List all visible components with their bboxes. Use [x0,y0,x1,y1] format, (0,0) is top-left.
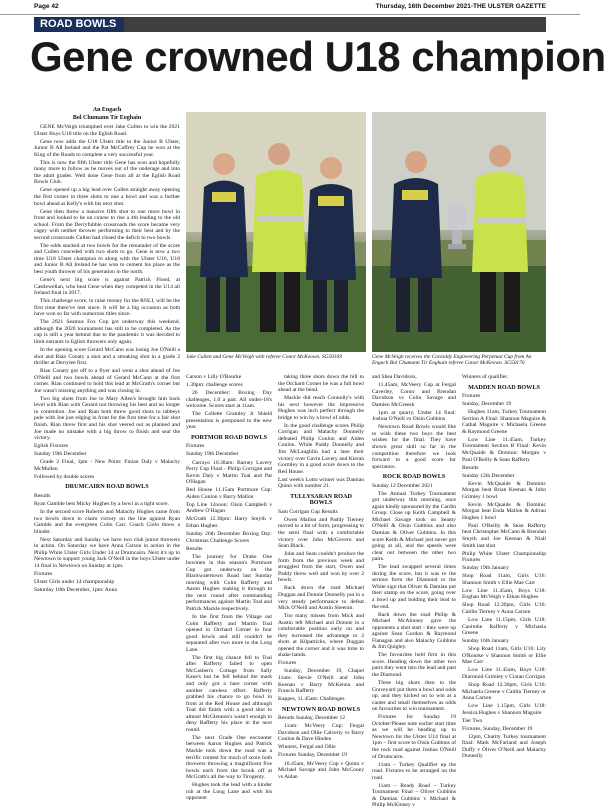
column-paragraph: In the first from the Village out Colm Rafferty and Martin Toal opened in Orchard Corner in four good bowls and still couldn't be separated after two more to the Long Lane. [186,614,272,653]
column-subhead: TULLYSARAN ROAD BOWLS [290,492,352,507]
column-paragraph: 11am: McVeery Cup: Fergal Davidson and Ollie Calverty vs Barry Conlon & Dave Hinden [278,723,364,743]
column-paragraph: Sunday 26th December Boxing Day: Christmas Challenge Scores [186,530,272,544]
column-paragraph: Sunday 19th January [462,565,509,572]
column-paragraph: 1pm at quarry, Under 14 final: Joshua O'Neill vs Oisin Gubbins [372,409,456,423]
column-paragraph: Fixtures, Sunday, December 19 [462,725,533,732]
column-subhead: MADDEN ROAD BOWLS [468,383,540,391]
column-paragraph: This challenge score, to raise money for the RNLI, will be the first time there've met since. It will be a big occasion as both have won so far with numerous titles since. [34,298,180,318]
section-band [34,17,546,32]
column-paragraph: Paul O'Reilly & Sean Rafferty beat Christopher McCann & Brendan Smyth and Joe Keenan & Niall Smith last shot [462,522,546,549]
column-paragraph: 11am – Turkey Qualifier up the road. Fixtures to be arranged on the road. [372,761,456,781]
column-paragraph: Shop Road 12.30pm, Girls U16: Michaela Greene v Caitlin Tierney or Anna Carson [462,681,546,702]
column-paragraph: Results [186,545,203,552]
column-paragraph: Gene opened up a big lead over Cullen straight away opening the first corner in three shots to one a bowl and was a further bowl ahead at Kelly's with his next shot. [34,187,180,207]
column-paragraph: McGrath 12.30pm: Harry Smyth v Ethan Hughes [186,516,272,529]
column-paragraph: Mackle did reach Connolly's with his next however the impressive Hughes was inch perfect through the bridge to win by a bowl of odds. [278,395,364,421]
column-paragraph: Newtown Road Bowls would like to wish these two boys the best wishes for the final. They have shown great skill so far in the competition therefore we look forward to a good score for spectators. [372,424,456,470]
column-paragraph: Followed by double scores [34,473,95,480]
column-paragraph: Low Line 11.15pm, Girls U18: Caoimhe Rafferty v Michaela Greene [462,617,546,637]
column-paragraph: Winners, Fergal and Ollie [278,744,336,751]
column-paragraph: Hughes took the lead with a kinder rub at the Long Lane and with his opponent [186,782,272,802]
article-column-2 [186,374,272,802]
column-paragraph: Three big shots then to the Graveyard put them a bowl and odds up, and they kicked on to win at a canter and small themselves as odds on favourites to win tournament. [372,680,456,713]
column-paragraph: Hughes 11am, Turkey Tournament Section A Final: Shannon Maguire & Cathal Maguire v Michaela Greene & Raymond Greene [462,409,546,435]
issue-date: Thursday, 16th December 2021-THE ULSTER GAZETTE [375,3,546,10]
column-paragraph: Fixtures [462,393,481,400]
column-paragraph: Ryan Gamble best Micky Hughes by a bowl in a tight score. [34,500,169,507]
article-column-4 [372,374,456,809]
column-paragraph: Low Line 11.45am, Turkey Tournament Section B Final: Kevin McQuaide & Dominic Morgan v Paul O'Reilly & Sean Rafferty [462,436,546,463]
article-column-3 [278,374,364,780]
column-paragraph: Next Saturday and Sunday we have two club junior throwers in action. On Saturday we have Anna Carson in action in the Philip White Ulster Girls Under 14 at Drumcairn. Next it's up to Newtown to support young Jack O'Neill in the boys Ulster under 14 final in Newtown on Sunday at 1pm. [34,536,180,569]
column-paragraph: Sunday 16th January [462,638,509,645]
column-paragraph: Results [462,464,479,471]
photo-illustration-2 [372,112,546,352]
column-paragraph: The favourites held firm in this score. Heading down the other two pairs they went into the lead and past the Diamond. [372,652,456,679]
article-column-1 [34,124,180,734]
byline-author: An Engach [92,107,122,113]
column-paragraph: Winners of qualifier. [462,374,509,380]
column-paragraph: Top Line 12noon: Oisin Campbell v Andrew O'Hagan [186,501,272,515]
column-paragraph: Red House 11.15am Portmore Cup: Aiden Conlon v Barry Mallon [186,487,272,500]
column-paragraph: Fixtures for Sunday 19 October/Please note earlier start time as we will be heading up to Newtown for the Ulster U14 final at 1pm – first score to Oisin Gubbins of the rock road against Joshua O'Neill of Drumcairn. [372,714,456,760]
column-paragraph: The odds stacked at two bowls for the remainder of the score and Cullen conceded with two shots to go. Gene is now a two time U18 Ulster champion to along with the Ulster U16, U16 and Junior B All Ireland he has won to cement his place as the best youth thrower of his generation in the north. [34,242,180,275]
column-paragraph: Shop Road 12.30pm, Girls U16: Caitlin Tierney v Anna Carson [462,602,546,615]
photo-players-referee [186,112,366,352]
column-paragraph: Carson v Lilly O'Rourke [186,374,242,380]
column-paragraph: Kevin McQuaide & Dominic Morgan beat Enda Mallon & Adrian Hughes 1 bowl [462,501,546,521]
column-subhead: NEWTOWN ROAD BOWLS [281,705,361,713]
column-paragraph: and Shea Davidson, [372,374,417,380]
column-paragraph: The 2021 Seamus Fox Cup got underway this weekend, although the 2020 tournament has still to be completed. As the cup is still a year behind due to the pandemic it was decided to limit entrants to Eglish throwers only again. [34,319,180,345]
column-paragraph: Low Line 11.45am, Boys U18: Eoghan McVeigh v Ethan Hughes [462,587,546,601]
column-paragraph: Fixtures [34,570,53,577]
column-paragraph: Sunday 12th December [462,472,515,479]
column-paragraph: Eglish Fixtures [34,443,69,450]
column-paragraph: Fixtures [278,660,297,667]
column-subhead: PORTMOR ROAD BOWLS [190,433,268,441]
column-paragraph: In the second score Roberto and Malachy Hughes came from two bowls down to claim victory on the line against Ryan Gamble and the evergreen Colin Carr. Coach Colin threw a blinder. [34,509,180,535]
column-paragraph: In the good challenge scores Philip Corrigan and Malachy Donnelly defeated Philip Conlon and Aiden Conlon. While Paddy Donnelly and Jim McLaughlin had a lane their victory over Gavin Lavery and Kieran Gormley in a good score down to the Red House. [278,422,364,475]
column-paragraph: Low Line 11.45am, Boys U18: Diarmuid Grimley v Ciaran Corrigan [462,667,546,680]
column-paragraph: Owen Mallon and Paddy Tierney moved to a bit of form, progressing to the semi final with a comfortable victory over John McGovern and Sean Black. [278,516,364,550]
column-paragraph: Sam Corrigan Cup Results [278,508,338,515]
column-paragraph: Saturday 18th December, 1pm: Anna [34,587,117,594]
column-paragraph: 26 December: Boxing Day challenges, 1.0 a pair. All under-18's welcome. Scores start at 11am. [186,390,272,410]
column-paragraph: 12pm, Charity Turkey tournament final: Mark McFarland and Joseph Duffy v Oliver O'Neill and Malachy Donnelly [462,733,546,760]
column-paragraph: Gene then threw a massive fifth shot to one more bowl in front and looked to be on course to rise a 4th leading to the old school. From the Derryfubble crossroads the score became very cagey with neither thrower performing to their best and by the second crossroads Cullen had closed the deficit to two bowls. [34,208,180,241]
photo1-caption: Jake Cullen and Gene McVeigh with referee Conor McKeown. SG50169 [186,354,342,360]
column-paragraph: GENE McVeigh triumphed over Jake Cullen to win the 2021 Ulster Boys U18 title on the Eglish Road. [34,124,180,137]
headline: Gene crowned U18 champion [30,33,606,80]
column-paragraph: Grade 2 Final, 1pm - New Point: Finian Daly v Malachy McMullen [34,459,180,472]
column-paragraph: Two big shots from Joe to Mary Allen's brought him back level with Rian with Gerard not throwing his best and no longer in contention. Joe and Rian both threw good shots to tabbeys pole with Joe just edging in front for the first time for a fair shot finish. Rian threw first and his shot veered out as planned and Joe made no mistake with a big throw to finish and seal the victory. [34,395,180,442]
column-paragraph: The Annual Turkey Tournament got underway this morning, once again kindly sponsored by the Cardin Group. Close up Keith Campbell & Michael Savage took on Seamy O'Neill & Oisin Gubbins and also Damian & Oliver Gubbins. In this score Keith & Michael just never got going at all, and the speeds were clear out between the other two pairs. [372,490,456,563]
column-subhead: DRUMCAIRN ROAD BOWLS [65,483,149,491]
article-column-5 [462,374,546,760]
photo-illustration [186,112,366,352]
column-paragraph: Results [34,492,51,499]
column-paragraph: The first big chance fell to Toal after Rafferty failed to open McCashen's Cottage from Sally Kane's but he fell behind the mark and only got a bare corner with another careless effort. Rafferty grabbed his chance to go bowl in front at the Red House and although Toal did finish with a good shot to almost McGlennon's wasn't enough to deny Rafferty his place in the next round. [186,654,272,733]
page-number: Page 42 [34,3,59,10]
column-paragraph: 11.45am, McVeery Cup at Fergal Caverley, Conor and Brendan Davidson vs Colin Savage and Damien McGreesh [372,382,456,408]
column-paragraph: Tier Two [462,717,483,724]
column-paragraph: Ulster Girls under 14 championship [34,579,115,585]
column-paragraph: Kappes, 11.45am: Challenges [278,696,345,703]
page-header [0,0,580,15]
column-paragraph: Last week's Lotto winner was Damian Quinn with number 21. [278,476,364,490]
column-paragraph: The next Grade One encounter between Aaron Hughes and Patrick Mackle took down the road was a terrific contest for much of score both throwers throwing a magnificent five bowls each from the brook off at McGrath's all the way to Tirogenty. [186,734,272,781]
column-paragraph: Rian Conaty got off to a flyer and went a shot ahead of Joe O'Neill and two bowls ahead of Gerard McCann at the first corner. Rian continued to hold this lead at McGrath's corner but Joe wasn't missing anything and was closing in. [34,368,180,394]
column-paragraph: 1.30pm: challenge scores [186,382,243,389]
column-paragraph: Too many misses from Mick and Austin left Michael and Donnie in a comfortable position early on and they increased the advantage to 2 shots at Kilpatricks, where Duggan opened the corner and it was time to shake hands. [278,613,364,659]
column-paragraph: Sunday 19th December [34,451,87,458]
column-paragraph: Fixtures [186,443,205,450]
byline [34,107,180,122]
column-subhead: ROCK ROAD BOWLS [382,473,446,481]
column-paragraph: Shop Road 11am, Girls U16: Lily O'Rourke v Shannon Smith or Ellie Mae Carr [462,646,546,666]
column-paragraph: Sunday 12 December 2021 [372,482,433,489]
column-paragraph: Philip White Ulster Championship Fixtures [462,550,546,564]
column-paragraph: The Collette Gramley Jr Shield presentation is postponed to the new year. [186,411,272,431]
column-paragraph: The journey for Drake One bowmen in this season's Portmore Cup got underway on the Blackwatertown Road last Sunday morning with Colm Rafferty and Aaron Hughes making it through to the next round after commanding performances against Martin Toal and Patrick Mackle respectively. [186,553,272,612]
byline-paper: Bol Chumann Tír Eoghain [72,114,142,121]
column-paragraph: Fixtures Sunday, December 19 [278,752,347,759]
photo-cup-presentation [372,112,546,352]
column-paragraph: This is now the fifth Ulster title Gene has won and hopefully many more to follow as he moves out of the underage and into the adult grades. Well done Gene from all at the Eglish Road Bowls Club. [34,159,180,186]
column-paragraph: Sunday, December 19, Chapel 11am: Stevie O'Neill and John Keenan v Barry McKenna and Francis Rafferty [278,668,364,695]
column-paragraph: 10.45am, McVeery Cup v Quinn v Michael Savage and John McCooey vs Aidan [278,760,364,780]
column-paragraph: The lead swapped several times during the score, but it was to the serious form the Diamond to the White sign that Oliver & Damian put their stamp on the score, going over a bowl up and holding their lead to the end. [372,564,456,610]
column-paragraph: Gene now adds the U18 Ulster title to the Junior B Ulster, Junior B All Ireland and the Pat McCaffrey Cup he won at the King of the Roads to complete a very successful year. [34,138,180,158]
column-paragraph: Carrayo 10.30am: Barney Lavery Perry Cup Final - Philip Corrigan and Kevin Daly v Martin Toal and Pat O'Hagan [186,459,272,486]
column-paragraph: Low Line 1.15pm, Girls U18: Jessica Hughes v Shannon Maguire [462,703,546,716]
column-paragraph: Kevin McQuaide & Dominic Morgan beat Brian Keenan & John Grimley 1 bowl [462,480,546,500]
column-paragraph: taking three shots down the hill to the Orchard Corner he was a full bowl ahead at the bend. [278,374,364,394]
column-paragraph: John and Sean couldn't produce the form from the previous week and struggled from the start, Owen and Paddy threw well and won by over 2 bowls. [278,551,364,584]
photo2-caption: Gene McVeigh receives the Considdy Engineering Perpetual Cup from An Engach Bol Chumann Tír Eoghain referee Conor McKeown. SG50170 [372,354,532,367]
column-paragraph: In the opening score Gerard McCann was losing Joe O'Neill a shot and Rian Conaty a shot and a streaking shot in a grade 2 thriller at Derrylee first. [34,347,180,367]
column-paragraph: Sunday 19th December [186,451,239,458]
column-paragraph: Shop Road 11am, Girls U16: Shannon Smith v Ellie Mae Carr [462,573,546,586]
column-paragraph: Sunday, December 19 [462,401,512,408]
column-paragraph: 11am – Ready Road – Turkey Tournament Final – Oliver Gubbins & Damian Gubbins v Michael & Philip McKinney v [372,782,456,809]
column-paragraph: Gene's next big score is against Patrick Flood, at Castlewellan, who beat Gene when they competed in the U14 all Ireland final in 2017. [34,277,180,297]
column-paragraph: Back down the road Philip & Michael McAlinney gave the opponents a shot start - they were up against Sean Gordon & Raymond Flanagan and also Malachy Gubbins & Jim Quigley. [372,611,456,651]
column-paragraph: Back down the road Michael Duggan and Donnie Donnelly put in a very steady performance to defeat Mick O'Neill and Austin Sheeran. [278,585,364,612]
column-paragraph: Results Sunday, December 12 [278,715,346,722]
section-label: ROAD BOWLS [34,17,124,32]
